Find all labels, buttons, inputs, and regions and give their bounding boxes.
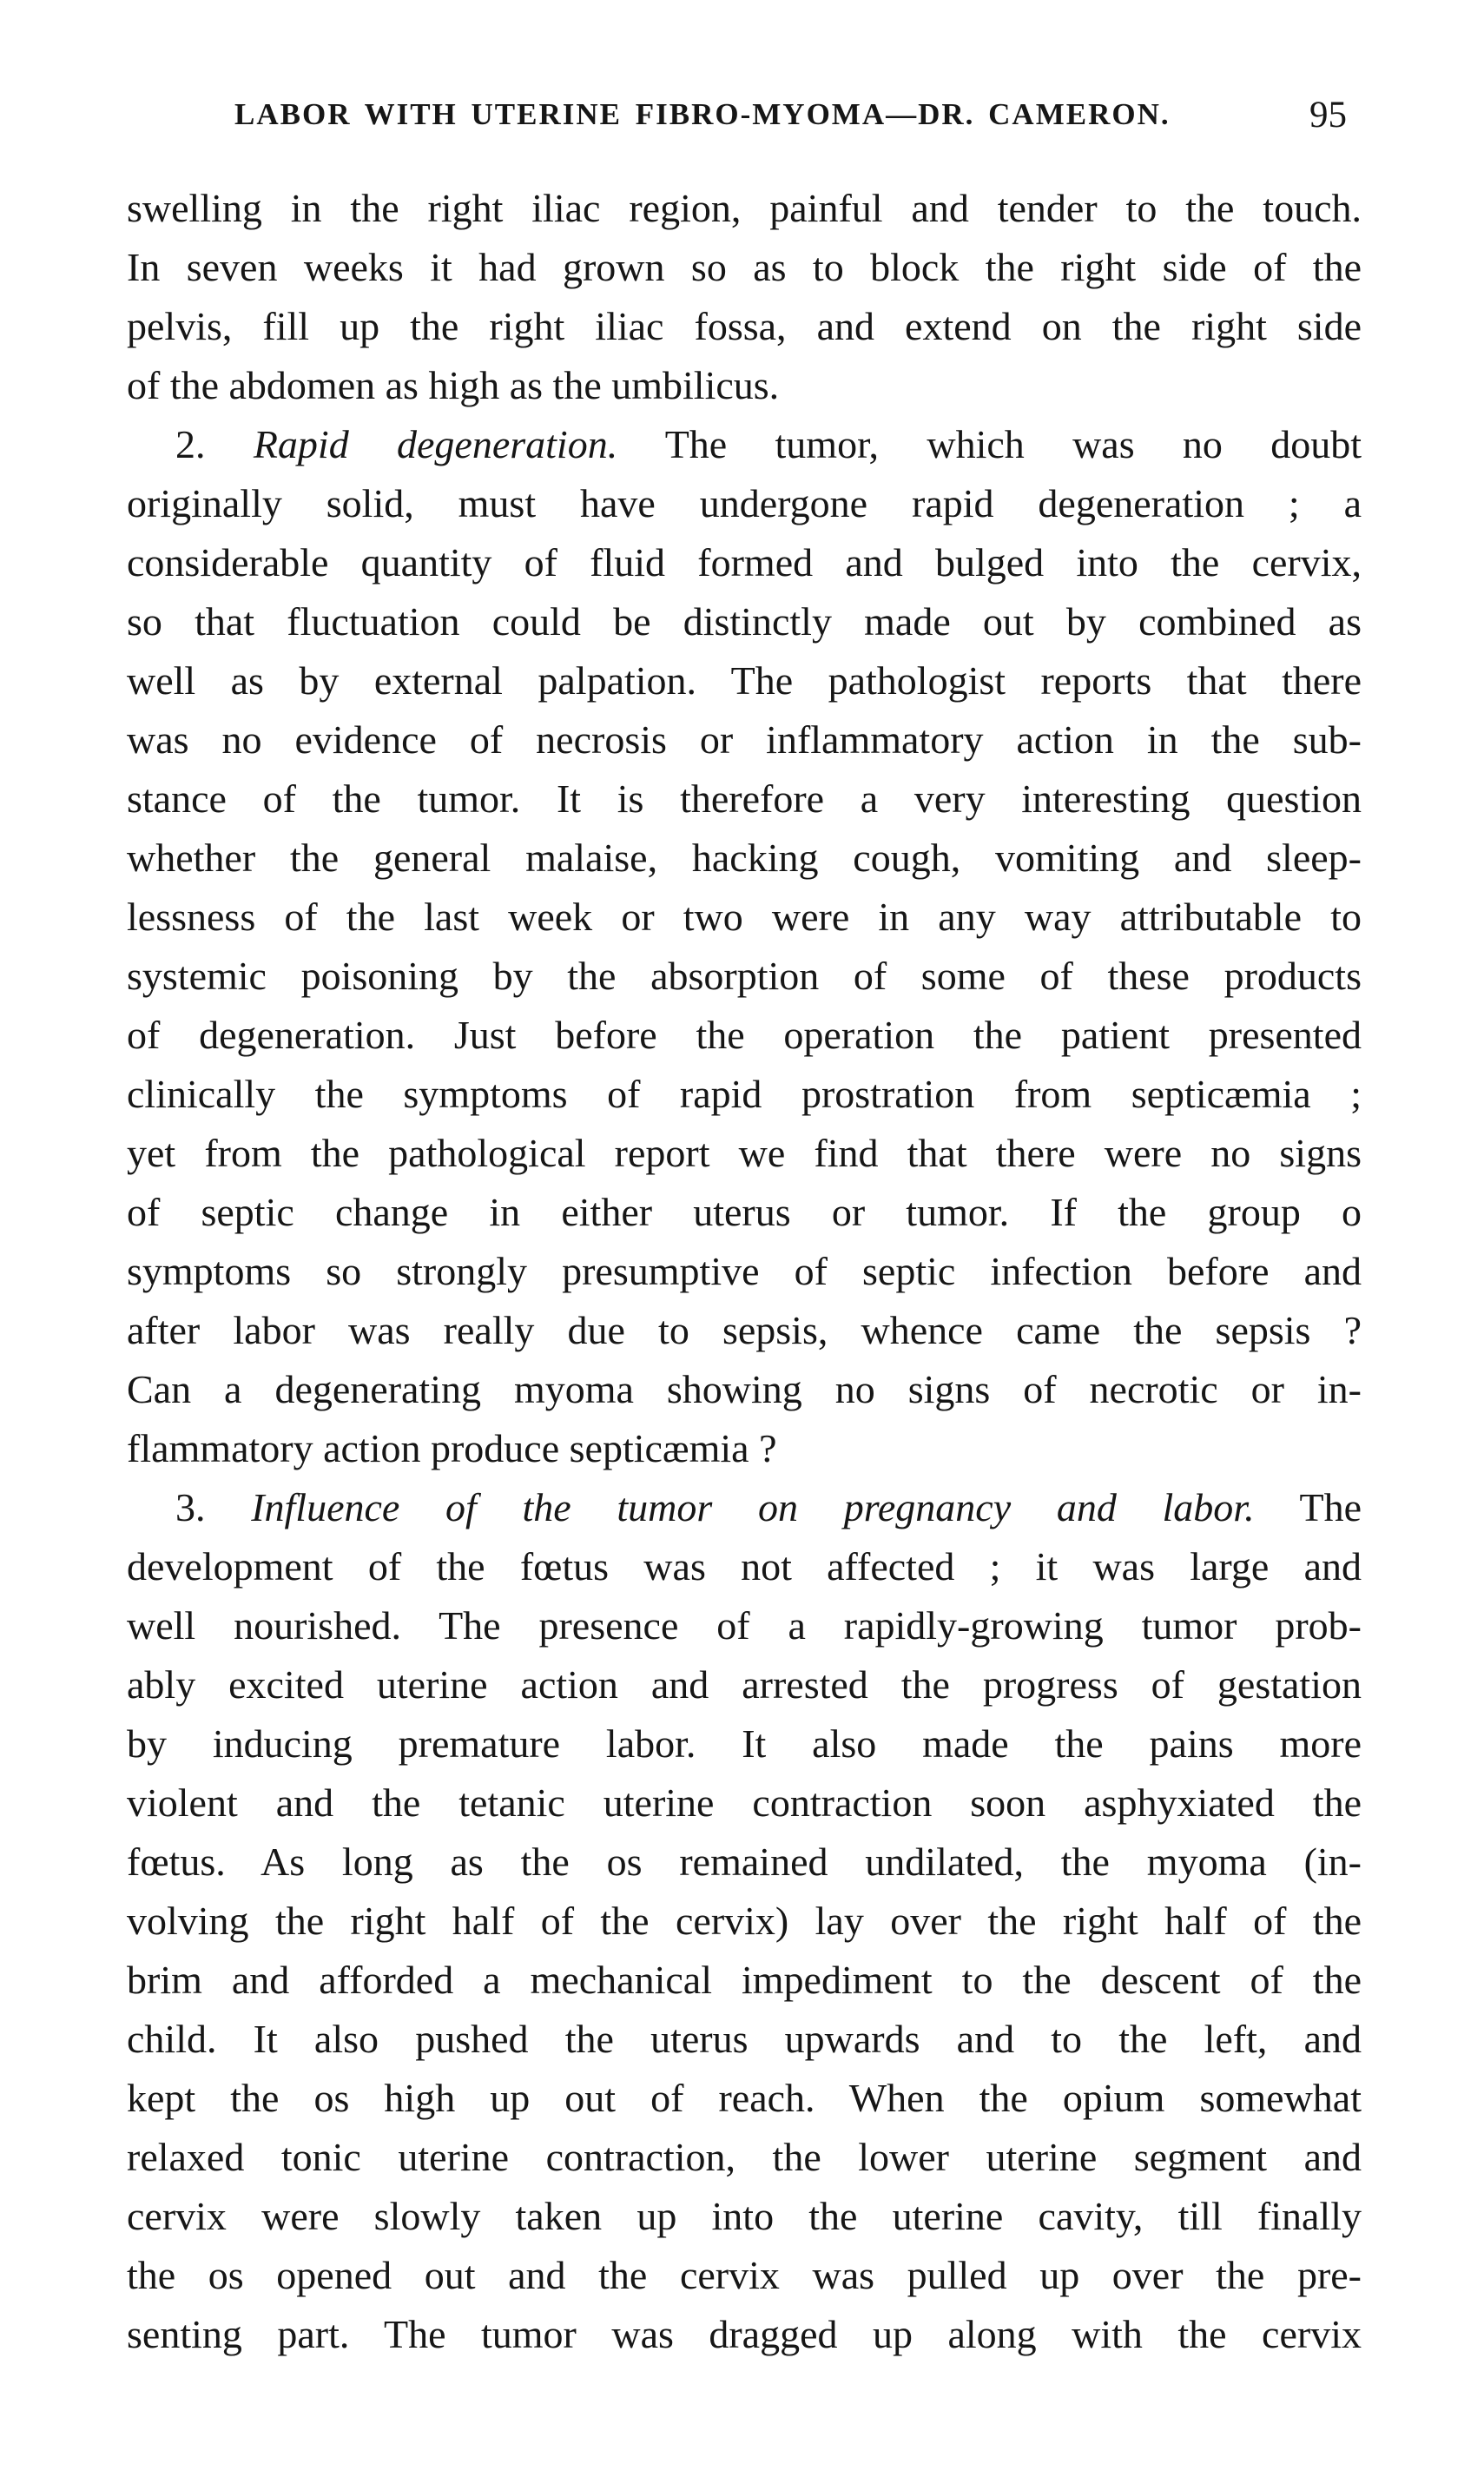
text-line: whether the general malaise, hacking cough, vomiting and sleep-: [127, 836, 1362, 880]
text-line: after labor was really due to sepsis, whence came the sepsis ?: [127, 1308, 1362, 1352]
text-line: well nourished. The presence of a rapidly-growing tumor prob-: [127, 1603, 1362, 1648]
text-line: symptoms so strongly presumptive of septic infection before and: [127, 1249, 1362, 1293]
text-line: systemic poisoning by the absorption of some of these products: [127, 954, 1362, 998]
text-line: violent and the tetanic uterine contraction soon asphyxiated the: [127, 1780, 1362, 1825]
text-line: swelling in the right iliac region, painful and tender to the touch.: [127, 186, 1362, 230]
text-line: ably excited uterine action and arrested the progress of gestation: [127, 1662, 1362, 1707]
text-line: child. It also pushed the uterus upwards and to the left, and: [127, 2017, 1362, 2061]
text-line: stance of the tumor. It is therefore a very interesting question: [127, 776, 1362, 821]
text-line: kept the os high up out of reach. When the opium somewhat: [127, 2076, 1362, 2120]
section-heading: Rapid degeneration.: [253, 422, 618, 466]
section-heading: Influence of the tumor on pregnancy and labor.: [251, 1485, 1255, 1529]
text-line: Can a degenerating myoma showing no signs of necrotic or in-: [127, 1367, 1362, 1411]
section-heading-line: [127, 1478, 1362, 1537]
text-line: yet from the pathological report we find that there were no signs: [127, 1131, 1362, 1175]
text-line: volving the right half of the cervix) lay over the right half of the: [127, 1899, 1362, 1943]
text-line: clinically the symptoms of rapid prostration from septicæmia ;: [127, 1072, 1362, 1116]
text-line: so that fluctuation could be distinctly made out by combined as: [127, 599, 1362, 644]
body-text: [127, 179, 1362, 2364]
text-line: pelvis, fill up the right iliac fossa, and extend on the right side: [127, 304, 1362, 348]
text-line: relaxed tonic uterine contraction, the lower uterine segment and: [127, 2135, 1362, 2179]
text-line: lessness of the last week or two were in any way attributable to: [127, 895, 1362, 939]
text-line: development of the fœtus was not affected ; it was large and: [127, 1544, 1362, 1589]
text-line: by inducing premature labor. It also made the pains more: [127, 1721, 1362, 1766]
section-heading-continuation: The tumor, which was no doubt: [664, 422, 1362, 466]
running-title: LABOR WITH UTERINE FIBRO-MYOMA—DR. CAMERON.: [234, 97, 1171, 131]
page-number: 95: [1309, 95, 1347, 135]
section-heading-continuation: The: [1299, 1485, 1362, 1529]
text-line: In seven weeks it had grown so as to block the right side of the: [127, 245, 1362, 289]
section-number: 2.: [175, 422, 206, 466]
text-line: originally solid, must have undergone rapid degeneration ; a: [127, 481, 1362, 525]
text-line: well as by external palpation. The pathologist reports that there: [127, 658, 1362, 703]
text-line: cervix were slowly taken up into the uterine cavity, till finally: [127, 2194, 1362, 2238]
text-line: of septic change in either uterus or tumor. If the group o: [127, 1190, 1362, 1234]
text-line: of degeneration. Just before the operation the patient presented: [127, 1013, 1362, 1057]
text-line: of the abdomen as high as the umbilicus.: [127, 363, 780, 407]
text-line: senting part. The tumor was dragged up along with the cervix: [127, 2312, 1362, 2356]
text-line: the os opened out and the cervix was pulled up over the pre-: [127, 2253, 1362, 2297]
text-line: brim and afforded a mechanical impediment to the descent of the: [127, 1958, 1362, 2002]
text-line: considerable quantity of fluid formed and bulged into the cervix,: [127, 540, 1362, 585]
running-head: [0, 97, 1484, 149]
section-heading-line: [127, 415, 1362, 474]
text-line: fœtus. As long as the os remained undilated, the myoma (in-: [127, 1840, 1362, 1884]
text-line: flammatory action produce septicæmia ?: [127, 1426, 777, 1470]
text-line: was no evidence of necrosis or inflammatory action in the sub-: [127, 717, 1362, 762]
section-number: 3.: [175, 1485, 206, 1529]
